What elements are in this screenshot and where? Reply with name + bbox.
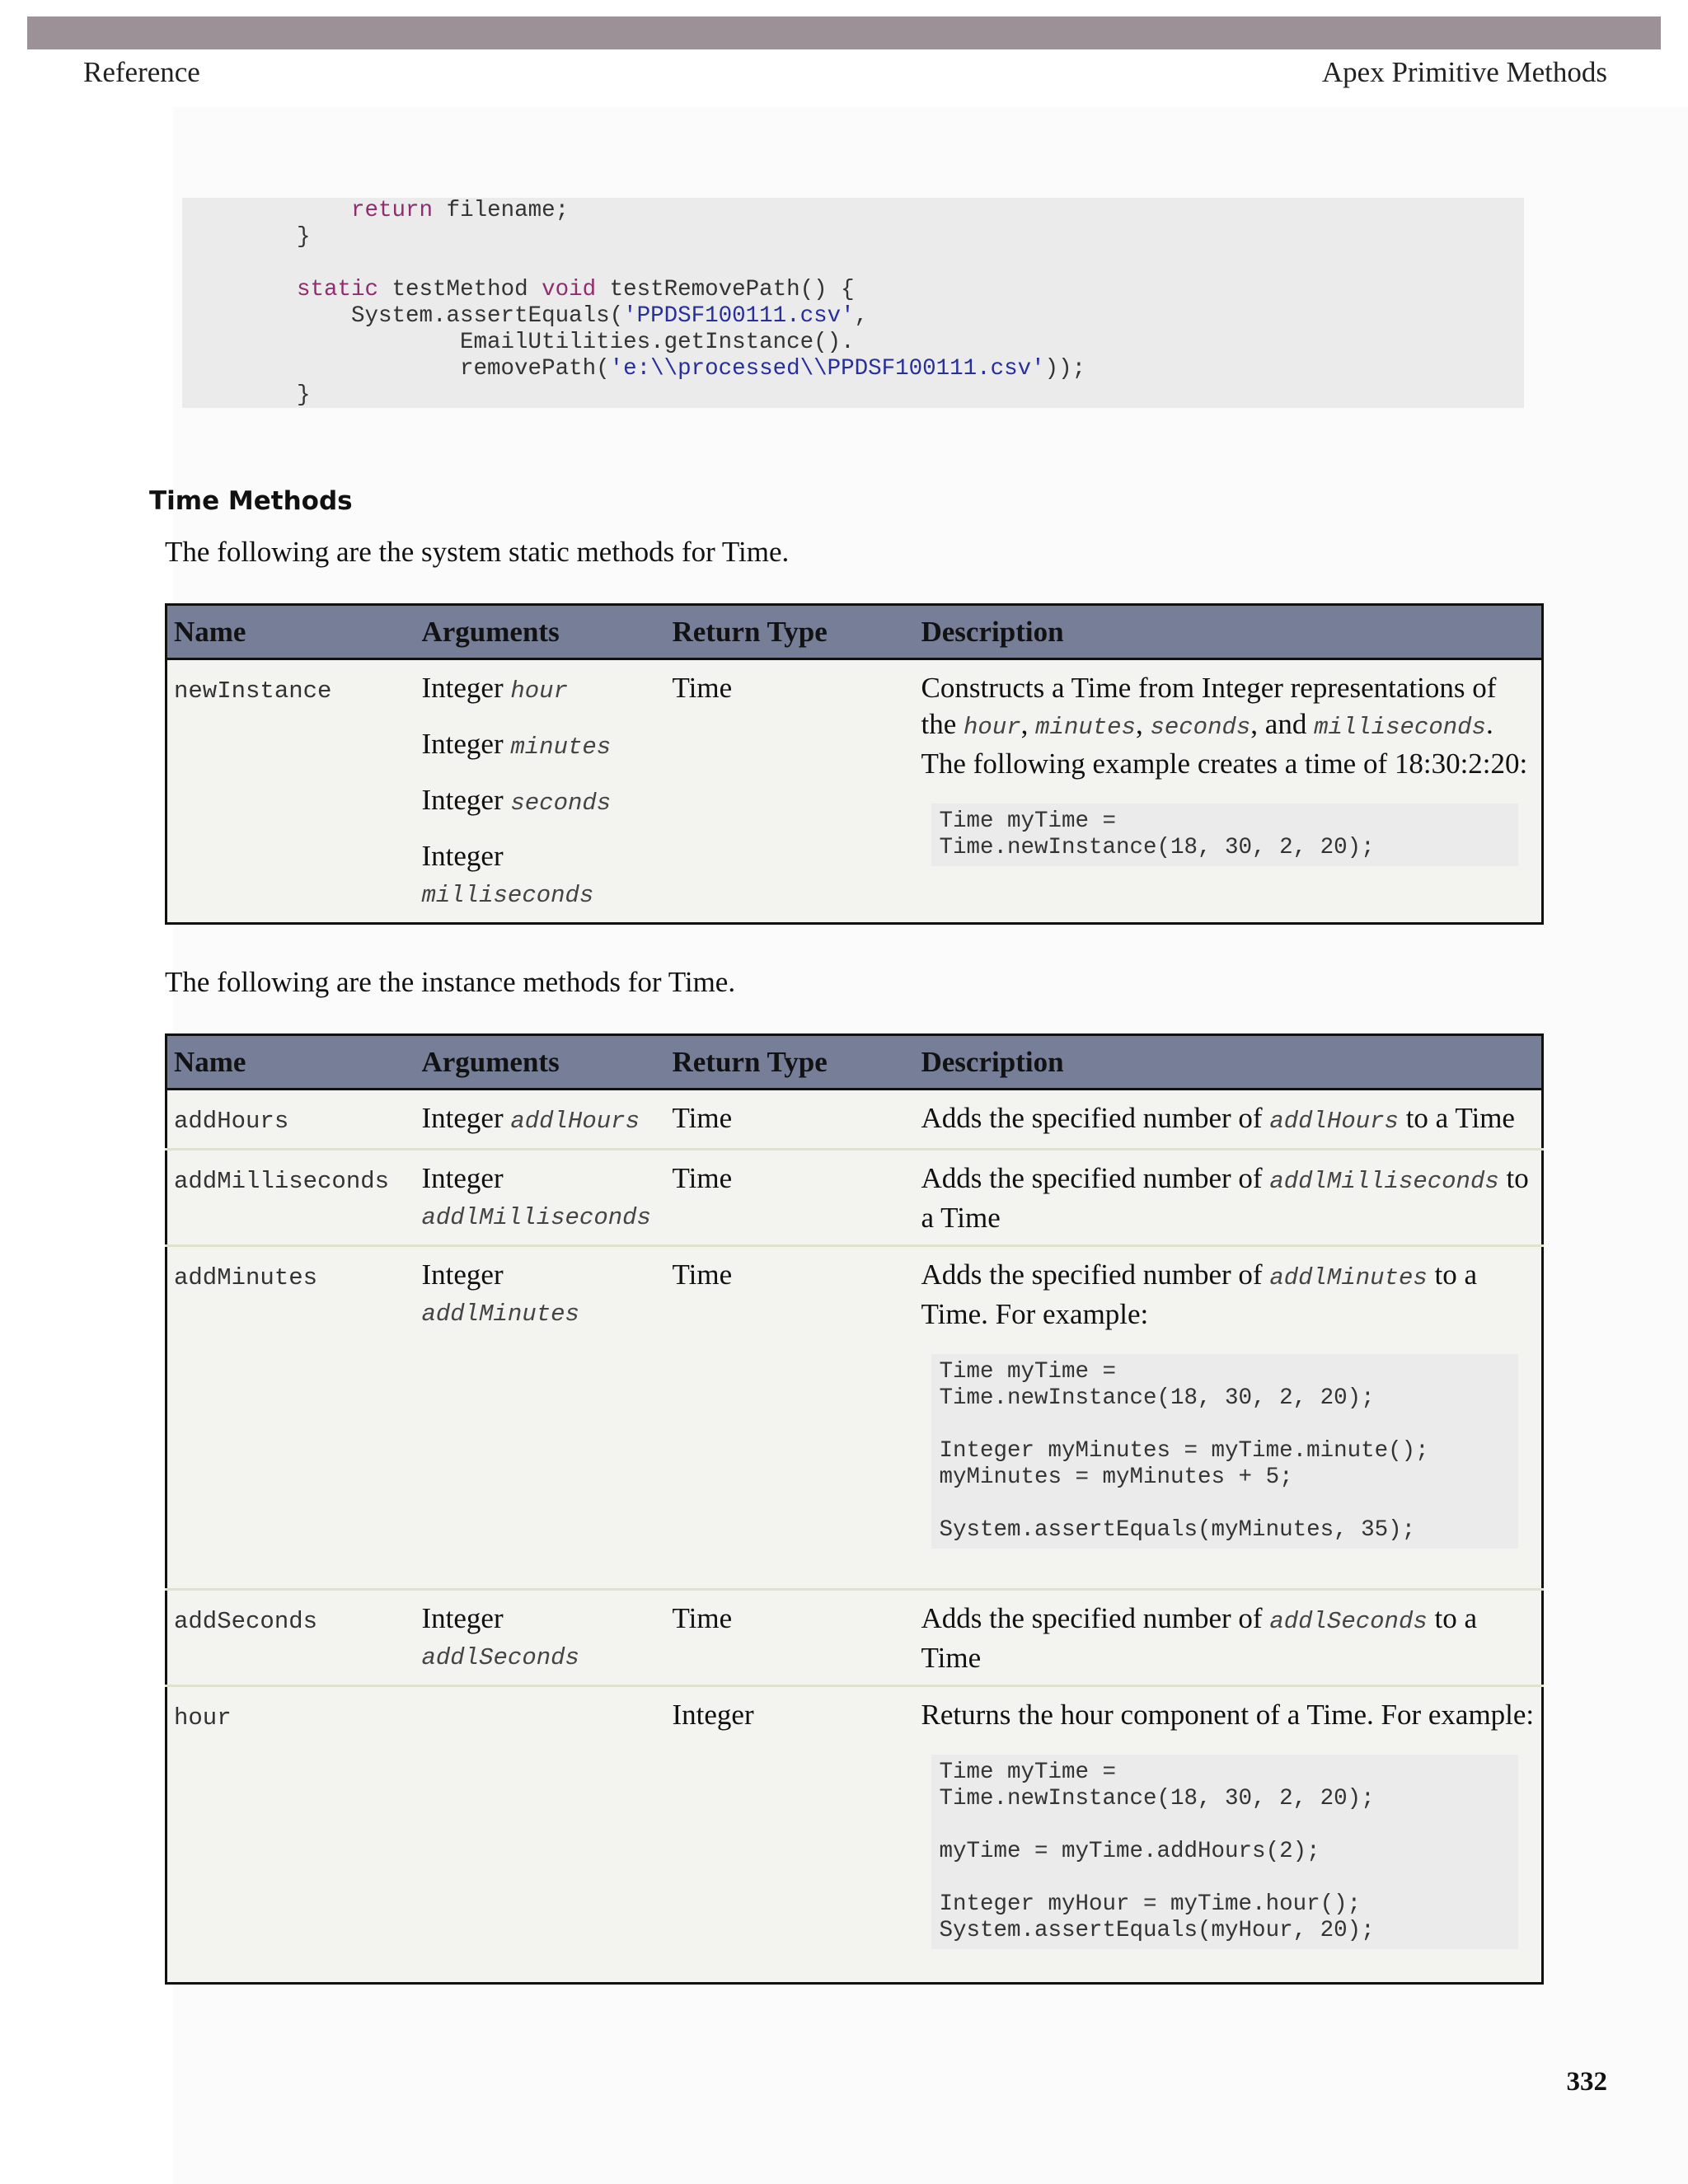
code-example — [931, 1755, 1519, 1949]
method-name-cell — [166, 1590, 415, 1686]
code-keyword: void — [542, 277, 597, 302]
instance-methods-table — [165, 1033, 1544, 1985]
argument — [422, 782, 659, 822]
code-line: Time.newInstance(18, 30, 2, 20); — [939, 1786, 1375, 1811]
return-type: Time — [672, 1162, 733, 1194]
return-type-cell — [666, 1686, 915, 1984]
code-block-remove-path — [182, 198, 1524, 408]
table-row — [166, 659, 1543, 924]
description-cell — [915, 1590, 1543, 1686]
argument-type: Integer — [421, 728, 504, 760]
code-example — [931, 804, 1519, 866]
param-ref: minutes — [1035, 714, 1136, 741]
column-header-name: Name — [166, 1035, 415, 1090]
column-header-return-type: Return Type — [666, 1035, 915, 1090]
description-text: to a Time. For example: — [921, 1258, 1478, 1330]
return-type: Time — [672, 672, 733, 704]
description-text: . The following example creates a time of 18:30:2:20: — [921, 708, 1528, 780]
return-type: Time — [672, 1102, 733, 1134]
arguments-cell — [415, 1590, 666, 1686]
code-line: myTime = myTime.addHours(2); — [939, 1839, 1320, 1864]
method-name: hour — [174, 1704, 232, 1732]
description-text: Constructs a Time from Integer representations of the — [921, 672, 1497, 740]
arguments-cell — [415, 1246, 666, 1590]
code-line: Time myTime = — [939, 1760, 1117, 1785]
method-name: addMilliseconds — [174, 1168, 390, 1195]
description-cell — [915, 1246, 1543, 1590]
description-text: Adds the specified number of — [921, 1102, 1270, 1134]
header-bar — [27, 16, 1661, 49]
code-line: System.assertEquals(myHour, 20); — [939, 1918, 1375, 1943]
argument-type: Integer — [421, 1602, 504, 1634]
code-fragment: testRemovePath() { — [596, 277, 855, 302]
description-cell — [915, 1150, 1543, 1246]
param-ref: hour — [964, 714, 1021, 741]
code-line: Time.newInstance(18, 30, 2, 20); — [939, 1385, 1375, 1411]
param-ref: seconds — [1150, 714, 1251, 741]
param-ref: addlMilliseconds — [1269, 1168, 1499, 1195]
arguments-cell — [415, 1090, 666, 1150]
argument-name: addlSeconds — [421, 1644, 579, 1671]
method-name-cell — [166, 1090, 415, 1150]
code-string: 'PPDSF100111.csv' — [623, 303, 855, 329]
argument — [422, 670, 659, 710]
description-cell — [915, 659, 1543, 924]
argument-name: seconds — [510, 790, 612, 817]
return-type: Time — [672, 1258, 733, 1291]
code-string: 'e:\\processed\\PPDSF100111.csv' — [609, 356, 1045, 382]
arguments-cell — [415, 659, 666, 924]
column-header-arguments: Arguments — [415, 605, 666, 659]
return-type: Time — [672, 1602, 733, 1634]
argument — [422, 838, 659, 914]
static-methods-intro: The following are the system static methods for Time. — [165, 536, 790, 568]
column-header-name: Name — [166, 605, 415, 659]
return-type-cell — [666, 1590, 915, 1686]
code-line: Time.newInstance(18, 30, 2, 20); — [939, 835, 1375, 860]
method-name-cell — [166, 659, 415, 924]
param-ref: addlHours — [1269, 1108, 1399, 1135]
column-header-return-type: Return Type — [666, 605, 915, 659]
description-text: Adds the specified number of — [921, 1602, 1270, 1634]
description-text: Returns the hour component of a Time. For example: — [921, 1699, 1535, 1731]
return-type-cell — [666, 1246, 915, 1590]
table-row — [166, 1150, 1543, 1246]
code-line: Time myTime = — [939, 1359, 1117, 1385]
header-right-title: Apex Primitive Methods — [1321, 56, 1607, 88]
argument-type: Integer — [421, 672, 504, 704]
code-fragment: )); — [1044, 356, 1086, 382]
static-methods-table — [165, 603, 1544, 925]
argument-name: minutes — [510, 733, 612, 761]
code-fragment: testMethod — [378, 277, 542, 302]
method-name-cell — [166, 1150, 415, 1246]
argument-name: addlMinutes — [421, 1301, 579, 1328]
code-line: } — [297, 224, 311, 250]
code-text — [182, 198, 1524, 409]
table-row — [166, 1246, 1543, 1590]
code-line: Integer myHour = myTime.hour(); — [939, 1891, 1362, 1917]
table-row — [166, 1590, 1543, 1686]
header-left-title: Reference — [83, 56, 200, 88]
argument-type: Integer — [421, 1258, 504, 1291]
code-keyword: static — [297, 277, 379, 302]
code-example — [931, 1354, 1519, 1549]
column-header-arguments: Arguments — [415, 1035, 666, 1090]
code-line: System.assertEquals(myMinutes, 35); — [939, 1517, 1416, 1543]
method-name: newInstance — [174, 677, 332, 705]
argument-type: Integer — [421, 1162, 504, 1194]
arguments-cell — [415, 1150, 666, 1246]
description-text: , and — [1250, 708, 1315, 740]
section-title: Time Methods — [149, 486, 353, 516]
method-name: addMinutes — [174, 1264, 318, 1291]
method-name: addHours — [174, 1108, 289, 1135]
description-text: Adds the specified number of — [921, 1162, 1270, 1194]
description-text: to a Time — [1398, 1102, 1515, 1134]
table-row — [166, 1686, 1543, 1984]
argument-name: milliseconds — [421, 882, 594, 909]
description-text: to a Time — [921, 1602, 1478, 1674]
description-text: Adds the specified number of — [921, 1258, 1270, 1291]
param-ref: addlMinutes — [1269, 1264, 1428, 1291]
description-text: to a Time — [921, 1162, 1529, 1234]
method-name-cell — [166, 1246, 415, 1590]
return-type-cell — [666, 1090, 915, 1150]
column-header-description: Description — [915, 605, 1543, 659]
return-type-cell — [666, 659, 915, 924]
argument-name: addlMilliseconds — [421, 1204, 651, 1231]
argument — [422, 726, 659, 766]
method-name-cell — [166, 1686, 415, 1984]
description-cell — [915, 1686, 1543, 1984]
table-header-row — [166, 605, 1543, 659]
return-type: Integer — [672, 1699, 754, 1731]
code-fragment: filename; — [433, 198, 570, 223]
code-line: EmailUtilities.getInstance(). — [460, 330, 855, 355]
table-header-row — [166, 1035, 1543, 1090]
code-fragment: removePath( — [460, 356, 610, 382]
code-fragment: , — [854, 303, 869, 329]
argument-name: addlHours — [510, 1108, 640, 1135]
argument-type: Integer — [421, 784, 504, 816]
page-number: 332 — [1566, 2067, 1607, 2097]
code-line: Time myTime = — [939, 808, 1117, 834]
argument-type: Integer — [421, 1102, 504, 1134]
code-keyword: return — [351, 198, 434, 223]
method-name: addSeconds — [174, 1608, 318, 1635]
argument-type: Integer — [421, 840, 504, 872]
code-line: Integer myMinutes = myTime.minute(); — [939, 1438, 1429, 1464]
param-ref: milliseconds — [1314, 714, 1486, 741]
code-fragment: System.assertEquals( — [351, 303, 624, 329]
table-row — [166, 1090, 1543, 1150]
code-line: myMinutes = myMinutes + 5; — [939, 1465, 1293, 1490]
return-type-cell — [666, 1150, 915, 1246]
description-text: , — [1135, 708, 1151, 740]
description-text: , — [1020, 708, 1036, 740]
description-cell — [915, 1090, 1543, 1150]
param-ref: addlSeconds — [1269, 1608, 1428, 1635]
column-header-description: Description — [915, 1035, 1543, 1090]
arguments-cell — [415, 1686, 666, 1984]
instance-methods-intro: The following are the instance methods for Time. — [165, 966, 736, 998]
code-line: } — [297, 382, 311, 408]
argument-name: hour — [510, 677, 568, 705]
